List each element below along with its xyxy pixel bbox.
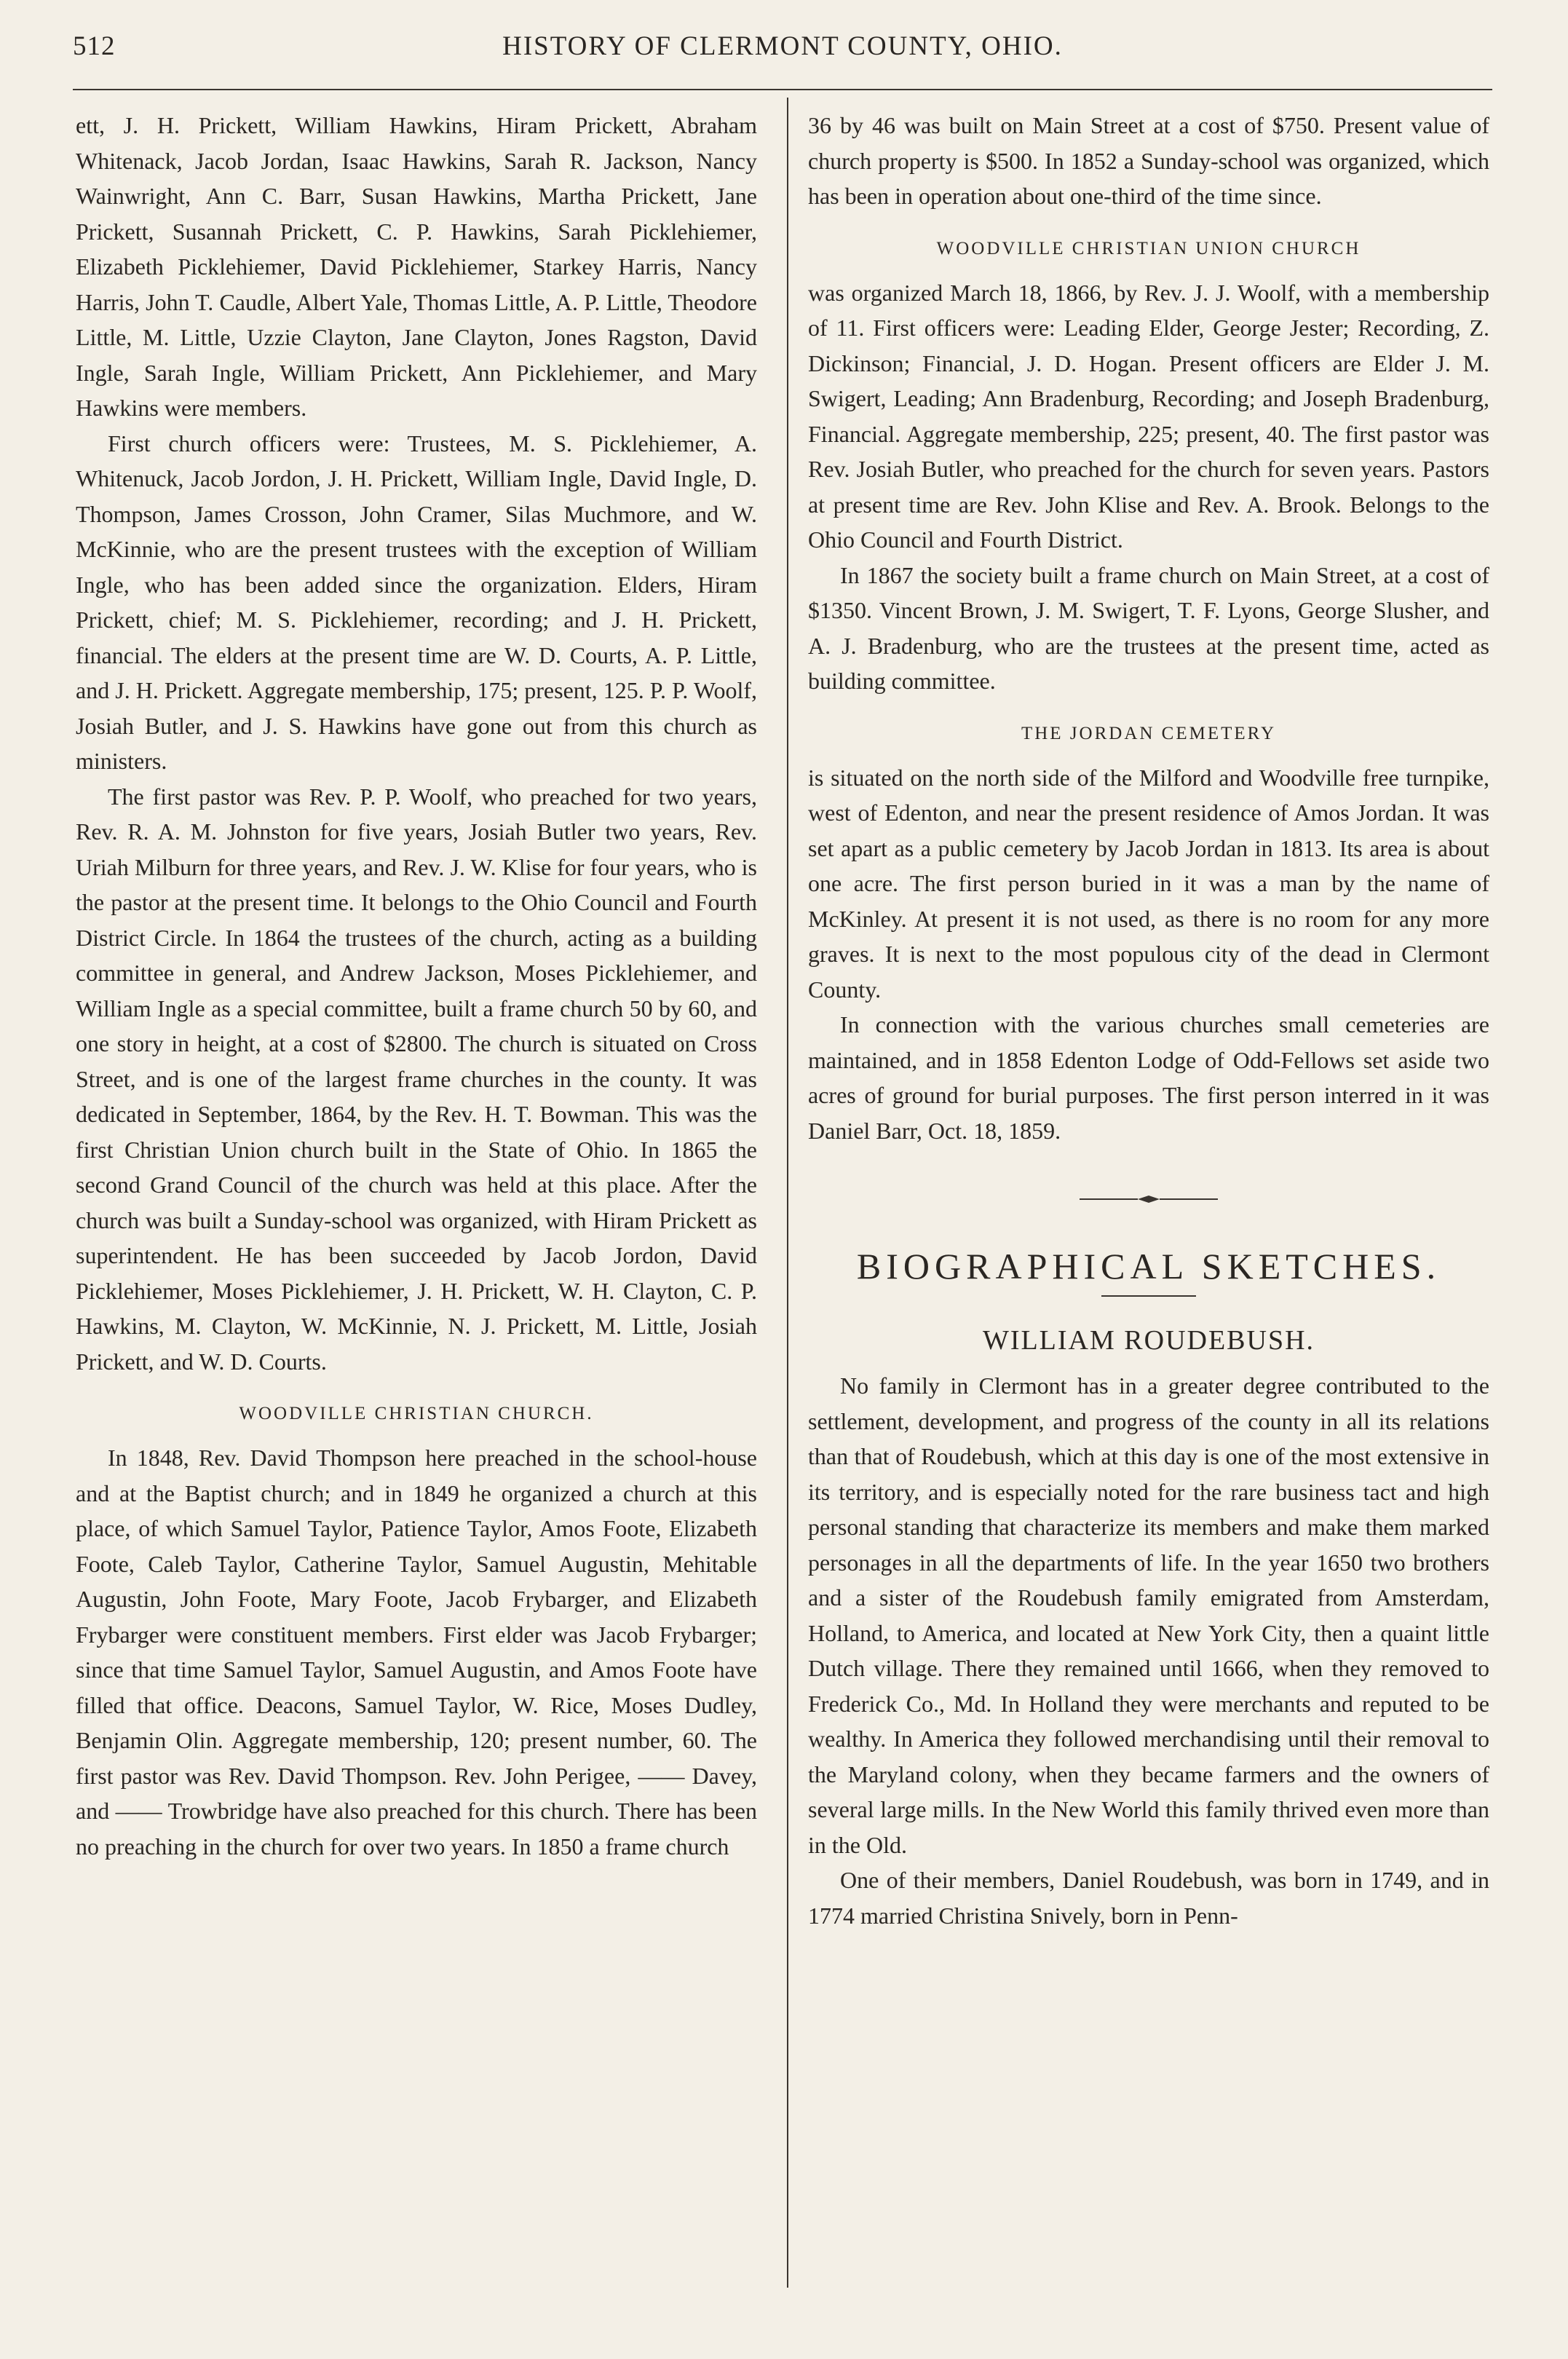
left-paragraph-members: ett, J. H. Prickett, William Hawkins, Hiram Prickett, Abraham Whitenack, Jacob Jordan, Isaac Hawkins, Sarah R. Jackson, Nancy Wainwright, Ann C. Barr, Susan Hawkins, Martha Prickett, Jane Prickett, Susannah Prickett, C. P. Hawkins, Sarah Picklehiemer, Elizabeth Picklehiemer, David Picklehiemer, Starkey Harris, Nancy Harris, John T. Caudle, Albert Yale, Thomas Little, A. P. Little, Theodore Little, M. Little, Uzzie Clayton, Jane Clayton, Jones Ragston, David Ingle, Sarah Ingle, William Prickett, Ann Picklehiemer, and Mary Hawkins were members. xyxy=(76,112,757,421)
section-heading-christian-church: WOODVILLE CHRISTIAN CHURCH. xyxy=(239,1404,594,1423)
left-paragraph-pastors: The first pastor was Rev. P. P. Woolf, who preached for two years, Rev. R. A. M. Johnston for five years, Josiah Butler two years, Rev. Uriah Milburn for three years, and Rev. J. W. Klise for four years, who is the pastor at the present time. It belongs to the Ohio Council and Fourth District Circle. In 1864 the trustees of the church, acting as a building committee in general, and Andrew Jackson, Moses Picklehiemer, and William Ingle as a special committee, built a frame church 50 by 60, and one story in height, at a cost of $2800. The church is situated on Cross Street, and is one of the largest frame churches in the county. It was dedicated in September, 1864, by the Rev. H. T. Bowman. This was the first Christian Union church built in the State of Ohio. In 1865 the second Grand Council of the church was held at this place. After the church was built a Sunday-school was organized, with Hiram Prickett as superintendent. He has been succeeded by Jacob Jordon, David Picklehiemer, Moses Picklehiemer, J. H. Prickett, W. H. Clayton, C. P. Hawkins, M. Clayton, W. McKinnie, N. J. Prickett, M. Little, Josiah Prickett, and W. D. Courts. xyxy=(76,783,757,1375)
biographical-sketches-heading: BIOGRAPHICAL SKETCHES. xyxy=(856,1246,1441,1287)
section-heading-cemetery: THE JORDAN CEMETERY xyxy=(1021,723,1277,743)
right-paragraph-roudebush-family: No family in Clermont has in a greater degree contributed to the settlement, development, and progress of the county in all its relations than that of Roudebush, which at this day is one of the most extensive in its territory, and is especially noted for the rare business tact and high personal standing that characterize its members and make them marked personages in all the departments of life. In the year 1650 two brothers and a sister of the Roudebush family emigrated from Amsterdam, Holland, to America, and located at New York City, then a quaint little Dutch village. There they remained until 1666, when they removed to Frederick Co., Md. In Holland they were merchants and reputed to be wealthy. In America they followed merchandising until their removal to the Maryland colony, when they became farmers and the owners of several large mills. In the New World this family thrived even more than in the Old. xyxy=(808,1372,1489,1858)
right-paragraph-church-building: 36 by 46 was built on Main Street at a cost of $750. Present value of church property is $500. In 1852 a Sunday-school was organized, which has been in operation about one-third of the time since. xyxy=(808,112,1489,209)
page-number: 512 xyxy=(73,31,116,61)
right-paragraph-cemetery: is situated on the north side of the Milford and Woodville free turnpike, west of Edenton, and near the present residence of Amos Jordan. It was set apart as a public cemetery by Jacob Jordan in 1813. Its area is about one acre. The first person buried in it was a man by the name of McKinley. At present it is not used, as there is no room for any more graves. It is next to the most populous city of the dead in Clermont County. xyxy=(808,764,1489,1003)
ornament-divider-icon xyxy=(1080,1192,1218,1206)
right-paragraph-union-building: In 1867 the society built a frame church on Main Street, at a cost of $1350. Vincent Brown, J. M. Swigert, T. F. Lyons, George Slusher, and A. J. Bradenburg, who are the trustees at the present time, acted as building committee. xyxy=(808,561,1489,694)
left-paragraph-officers: First church officers were: Trustees, M. S. Picklehiemer, A. Whitenuck, Jacob Jordon, J. H. Prickett, William Ingle, David Ingle, D. Thompson, James Crosson, John Cramer, Silas Muchmore, and W. McKinnie, who are the present trustees with the exception of William Ingle, who has been added since the organization. Elders, Hiram Prickett, chief; M. S. Picklehiemer, recording; and J. H. Prickett, financial. The elders at the present time are W. D. Courts, A. P. Little, and J. H. Prickett. Aggregate membership, 175; present, 125. P. P. Woolf, Josiah Butler, and J. S. Hawkins have gone out from this church as ministers. xyxy=(76,430,757,774)
short-rule xyxy=(1101,1295,1196,1297)
left-column xyxy=(76,108,757,1864)
section-heading-union-church: WOODVILLE CHRISTIAN UNION CHURCH xyxy=(936,238,1361,258)
right-paragraph-union-church: was organized March 18, 1866, by Rev. J. J. Woolf, with a membership of 11. First officers were: Leading Elder, George Jester; Recording, Z. Dickinson; Financial, J. D. Hogan. Present officers are Elder J. M. Swigert, Leading; Ann Bradenburg, Recording; and Joseph Bradenburg, Financial. Aggregate membership, 225; present, 40. The first pastor was Rev. Josiah Butler, who preached for the church for seven years. Pastors at present time are Rev. John Klise and Rev. A. Brook. Belongs to the Ohio Council and Fourth District. xyxy=(808,279,1489,553)
left-paragraph-christian-church: In 1848, Rev. David Thompson here preached in the school-house and at the Baptist church; and in 1849 he organized a church at this place, of which Samuel Taylor, Patience Taylor, Amos Foote, Elizabeth Foote, Caleb Taylor, Catherine Taylor, Samuel Augustin, Mehitable Augustin, John Foote, Mary Foote, Jacob Frybarger, and Elizabeth Frybarger were constituent members. First elder was Jacob Frybarger; since that time Samuel Taylor, Samuel Augustin, and Amos Foote have filled that office. Deacons, Samuel Taylor, W. Rice, Moses Dudley, Benjamin Olin. Aggregate membership, 120; present number, 60. The first pastor was Rev. David Thompson. Rev. John Perigee, —— Davey, and —— Trowbridge have also preached for this church. There has been no preaching in the church for over two years. In 1850 a frame church xyxy=(76,1445,757,1860)
person-heading: WILLIAM ROUDEBUSH. xyxy=(982,1325,1315,1356)
header-rule xyxy=(73,89,1492,90)
right-paragraph-daniel-roudebush: One of their members, Daniel Roudebush, was born in 1749, and in 1774 married Christina Snively, born in Penn- xyxy=(808,1867,1489,1929)
running-title: HISTORY OF CLERMONT COUNTY, OHIO. xyxy=(502,31,1063,61)
right-paragraph-small-cemeteries: In connection with the various churches small cemeteries are maintained, and in 1858 Edenton Lodge of Odd-Fellows set aside two acres of ground for burial purposes. The first person interred in it was Daniel Barr, Oct. 18, 1859. xyxy=(808,1011,1489,1144)
column-divider xyxy=(787,98,788,2288)
right-column xyxy=(808,108,1489,1933)
page-header xyxy=(73,31,1492,74)
